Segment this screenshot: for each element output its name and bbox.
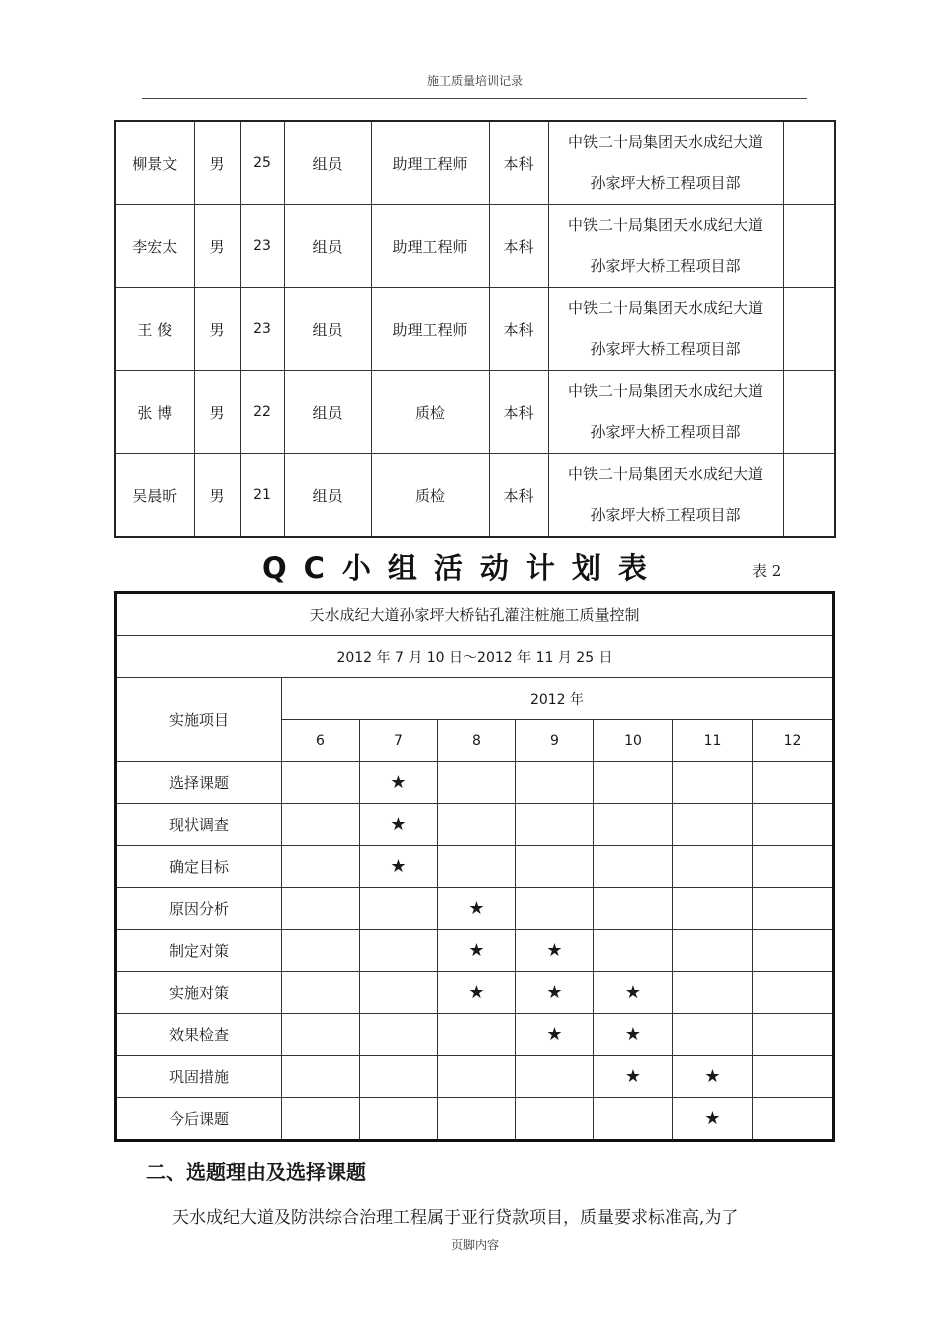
plan-row [116,804,834,846]
plan-cell [360,1056,438,1098]
plan-cell [753,1098,834,1141]
star-mark: ★ [516,1014,594,1056]
star-mark: ★ [360,762,438,804]
plan-item: 实施对策 [116,972,282,1014]
project-row [116,593,834,636]
plan-cell [282,972,360,1014]
plan-item: 效果检查 [116,1014,282,1056]
member-note [783,288,835,371]
plan-cell [516,762,594,804]
plan-cell [673,804,753,846]
member-education: 本科 [489,205,548,288]
member-row [115,454,835,538]
member-row [115,288,835,371]
plan-cell [438,1098,516,1141]
plan-cell [438,1056,516,1098]
member-education: 本科 [489,454,548,538]
member-organization [548,371,783,454]
member-role: 组员 [284,205,371,288]
member-education: 本科 [489,371,548,454]
plan-cell [282,1098,360,1141]
plan-cell [753,846,834,888]
member-name: 张 博 [115,371,194,454]
month-header: 12 [753,720,834,762]
organization-line: 中铁二十局集团天水成纪大道 [567,216,763,234]
plan-cell [594,888,673,930]
organization-line: 孙家坪大桥工程项目部 [590,423,741,441]
member-note [783,371,835,454]
organization-line: 孙家坪大桥工程项目部 [590,257,741,275]
plan-cell [753,930,834,972]
member-role: 组员 [284,121,371,205]
project-name: 天水成纪大道孙家坪大桥钻孔灌注桩施工质量控制 [116,593,834,636]
member-name: 吴晨昕 [115,454,194,538]
plan-item: 现状调查 [116,804,282,846]
member-role: 组员 [284,371,371,454]
plan-row [116,972,834,1014]
plan-cell [594,930,673,972]
member-gender: 男 [194,121,240,205]
plan-cell [282,804,360,846]
plan-period: 2012 年 7 月 10 日～2012 年 11 月 25 日 [116,636,834,678]
star-mark: ★ [516,930,594,972]
member-row [115,121,835,205]
plan-cell [673,1014,753,1056]
plan-cell [360,888,438,930]
member-organization [548,205,783,288]
member-name: 王 俊 [115,288,194,371]
plan-cell [282,888,360,930]
page-footer: 页脚内容 [450,1238,499,1252]
member-gender: 男 [194,454,240,538]
star-mark: ★ [594,972,673,1014]
plan-cell [282,762,360,804]
member-role: 组员 [284,288,371,371]
plan-row [116,930,834,972]
star-mark: ★ [360,804,438,846]
plan-cell [753,1056,834,1098]
plan-cell [673,888,753,930]
star-mark: ★ [594,1056,673,1098]
plan-item: 今后课题 [116,1098,282,1141]
plan-item: 选择课题 [116,762,282,804]
table-number: 表 2 [752,562,782,580]
plan-cell [673,972,753,1014]
month-header: 6 [282,720,360,762]
star-mark: ★ [516,972,594,1014]
plan-cell [594,804,673,846]
header-divider [142,98,807,99]
plan-row [116,1056,834,1098]
plan-cell [516,1056,594,1098]
plan-row [116,888,834,930]
member-note [783,454,835,538]
plan-cell [438,762,516,804]
month-header: 7 [360,720,438,762]
plan-cell [516,846,594,888]
plan-cell [753,972,834,1014]
member-organization [548,121,783,205]
plan-cell [594,846,673,888]
year-row [116,678,834,720]
plan-item: 制定对策 [116,930,282,972]
star-mark: ★ [438,972,516,1014]
month-header: 10 [594,720,673,762]
member-gender: 男 [194,288,240,371]
member-name: 李宏太 [115,205,194,288]
organization-line: 中铁二十局集团天水成纪大道 [567,465,763,483]
item-header: 实施项目 [116,678,282,762]
plan-cell [753,1014,834,1056]
member-name: 柳景文 [115,121,194,205]
member-row [115,205,835,288]
plan-cell [753,888,834,930]
member-row [115,371,835,454]
member-title: 助理工程师 [371,121,489,205]
star-mark: ★ [360,846,438,888]
organization-line: 孙家坪大桥工程项目部 [590,506,741,524]
section-paragraph: 天水成纪大道及防洪综合治理工程属于亚行贷款项目，质量要求标准高,为了 [172,1208,739,1228]
year-header: 2012 年 [282,678,834,720]
member-title: 质检 [371,454,489,538]
plan-item: 原因分析 [116,888,282,930]
plan-cell [594,762,673,804]
member-education: 本科 [489,121,548,205]
organization-line: 中铁二十局集团天水成纪大道 [567,299,763,317]
month-header: 9 [516,720,594,762]
plan-item: 巩固措施 [116,1056,282,1098]
member-organization [548,454,783,538]
plan-row [116,846,834,888]
organization-line: 中铁二十局集团天水成纪大道 [567,382,763,400]
plan-cell [282,1014,360,1056]
member-organization [548,288,783,371]
member-gender: 男 [194,371,240,454]
member-age: 25 [240,121,284,205]
member-age: 23 [240,288,284,371]
plan-cell [282,930,360,972]
member-age: 23 [240,205,284,288]
organization-line: 孙家坪大桥工程项目部 [590,174,741,192]
plan-row [116,762,834,804]
star-mark: ★ [438,888,516,930]
plan-cell [516,888,594,930]
plan-cell [360,1098,438,1141]
star-mark: ★ [594,1014,673,1056]
plan-title: QC小组活动计划表 [262,551,664,585]
plan-cell [438,1014,516,1056]
plan-cell [673,846,753,888]
member-title: 质检 [371,371,489,454]
activity-plan-table [114,591,835,1142]
month-header: 11 [673,720,753,762]
plan-item: 确定目标 [116,846,282,888]
member-age: 22 [240,371,284,454]
plan-cell [753,762,834,804]
plan-cell [673,930,753,972]
plan-cell [360,930,438,972]
plan-cell [673,762,753,804]
star-mark: ★ [673,1098,753,1141]
member-note [783,205,835,288]
plan-row [116,1014,834,1056]
plan-cell [516,1098,594,1141]
member-gender: 男 [194,205,240,288]
plan-cell [360,1014,438,1056]
member-age: 21 [240,454,284,538]
plan-cell [516,804,594,846]
plan-cell [360,972,438,1014]
plan-cell [438,846,516,888]
page-header-title: 施工质量培训记录 [426,74,523,88]
plan-cell [594,1098,673,1141]
month-header: 8 [438,720,516,762]
plan-cell [282,846,360,888]
plan-cell [753,804,834,846]
member-title: 助理工程师 [371,288,489,371]
member-title: 助理工程师 [371,205,489,288]
star-mark: ★ [438,930,516,972]
member-role: 组员 [284,454,371,538]
members-table [114,120,836,538]
plan-cell [438,804,516,846]
section-heading: 二、选题理由及选择课题 [146,1160,366,1184]
plan-row [116,1098,834,1141]
member-education: 本科 [489,288,548,371]
organization-line: 中铁二十局集团天水成纪大道 [567,133,763,151]
member-note [783,121,835,205]
plan-cell [282,1056,360,1098]
period-row [116,636,834,678]
organization-line: 孙家坪大桥工程项目部 [590,340,741,358]
star-mark: ★ [673,1056,753,1098]
